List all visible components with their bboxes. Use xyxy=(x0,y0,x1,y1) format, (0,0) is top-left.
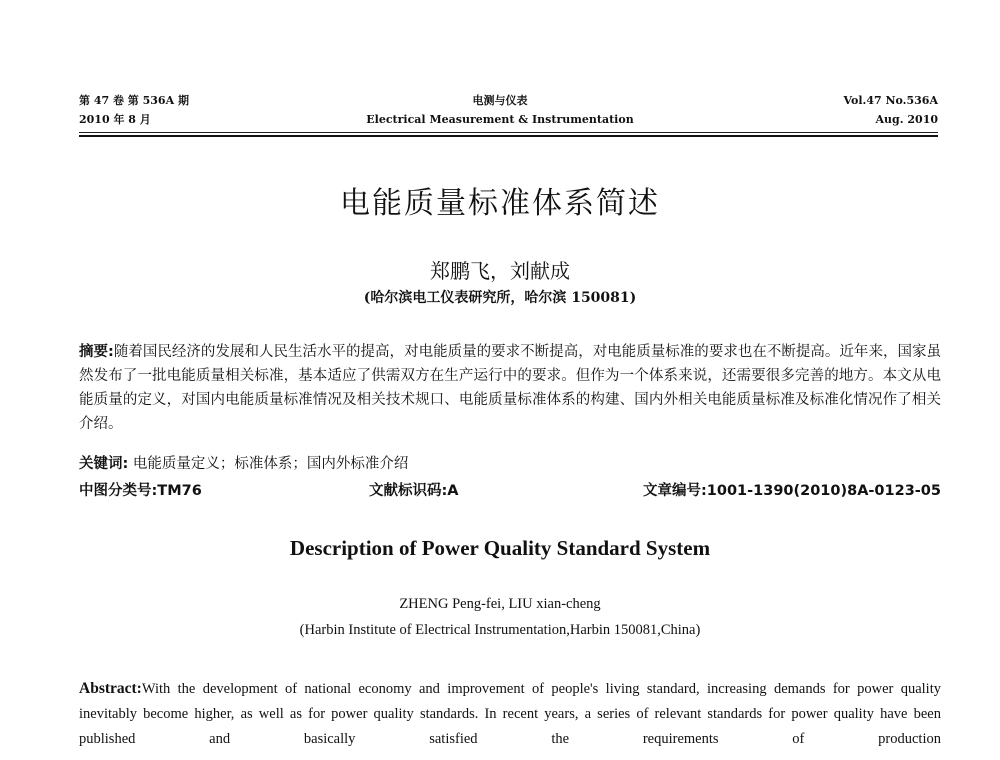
abstract-en xyxy=(79,676,941,752)
document-code: 文献标识码:A xyxy=(369,483,459,499)
affiliation-cn: (哈尔滨电工仪表研究所，哈尔滨 150081) xyxy=(363,290,637,306)
header-volume-en: Vol.47 No.536A xyxy=(843,94,938,107)
header-date-cn: 2010 年 8 月 xyxy=(79,113,151,126)
abstract-en-label: Abstract: xyxy=(79,680,142,697)
header-journal-en: Electrical Measurement & Instrumentation xyxy=(366,113,634,126)
header-volume-issue: 第 47 卷 第 536A 期 xyxy=(79,94,189,107)
affiliation-en: (Harbin Institute of Electrical Instrumentation,Harbin 150081,China) xyxy=(299,622,701,638)
title-en: Description of Power Quality Standard System xyxy=(289,536,711,560)
header-volume-en-block xyxy=(843,94,938,127)
abstract-cn-label: 摘要: xyxy=(79,344,114,360)
abstract-en-text: With the development of national economy and improvement of people's living standard, increasing demands for power quality inevitably become higher, as well as for power quality standards. In recent years, a series of relevant standards for power quality have been published and basically satisfied the requirements of production xyxy=(79,681,941,747)
title-cn: 电能质量标准体系简述 xyxy=(340,186,660,221)
header-rule-thick xyxy=(79,135,938,137)
header-rule-thin xyxy=(79,132,938,133)
header-date-en: Aug. 2010 xyxy=(875,113,938,126)
article-number: 文章编号:1001-1390(2010)8A-0123-05 xyxy=(642,483,941,499)
abstract-cn-text: 随着国民经济的发展和人民生活水平的提高，对电能质量的要求不断提高，对电能质量标准的要求也在不断提高。近年来，国家虽然发布了一批电能质量相关标准，基本适应了供需双方在生产运行中的要求。但作为一个体系来说，还需要很多完善的地方。本文从电能质量的定义，对国内电能质量标准情况及相关技术规口、电能质量标准体系的构建、国内外相关电能质量标准及标准化情况作了相关介绍。 xyxy=(79,344,941,432)
keywords-cn-text: 电能质量定义；标准体系；国内外标准介绍 xyxy=(128,456,409,472)
authors-en: ZHENG Peng-fei, LIU xian-cheng xyxy=(399,596,601,612)
keywords-cn-label: 关键词: xyxy=(79,456,129,472)
clc-number: 中图分类号:TM76 xyxy=(79,483,202,499)
header-journal-cn: 电测与仪表 xyxy=(472,94,528,107)
authors-cn: 郑鹏飞，刘献成 xyxy=(430,259,570,283)
abstract-cn xyxy=(79,340,941,436)
keywords-cn xyxy=(79,453,941,475)
